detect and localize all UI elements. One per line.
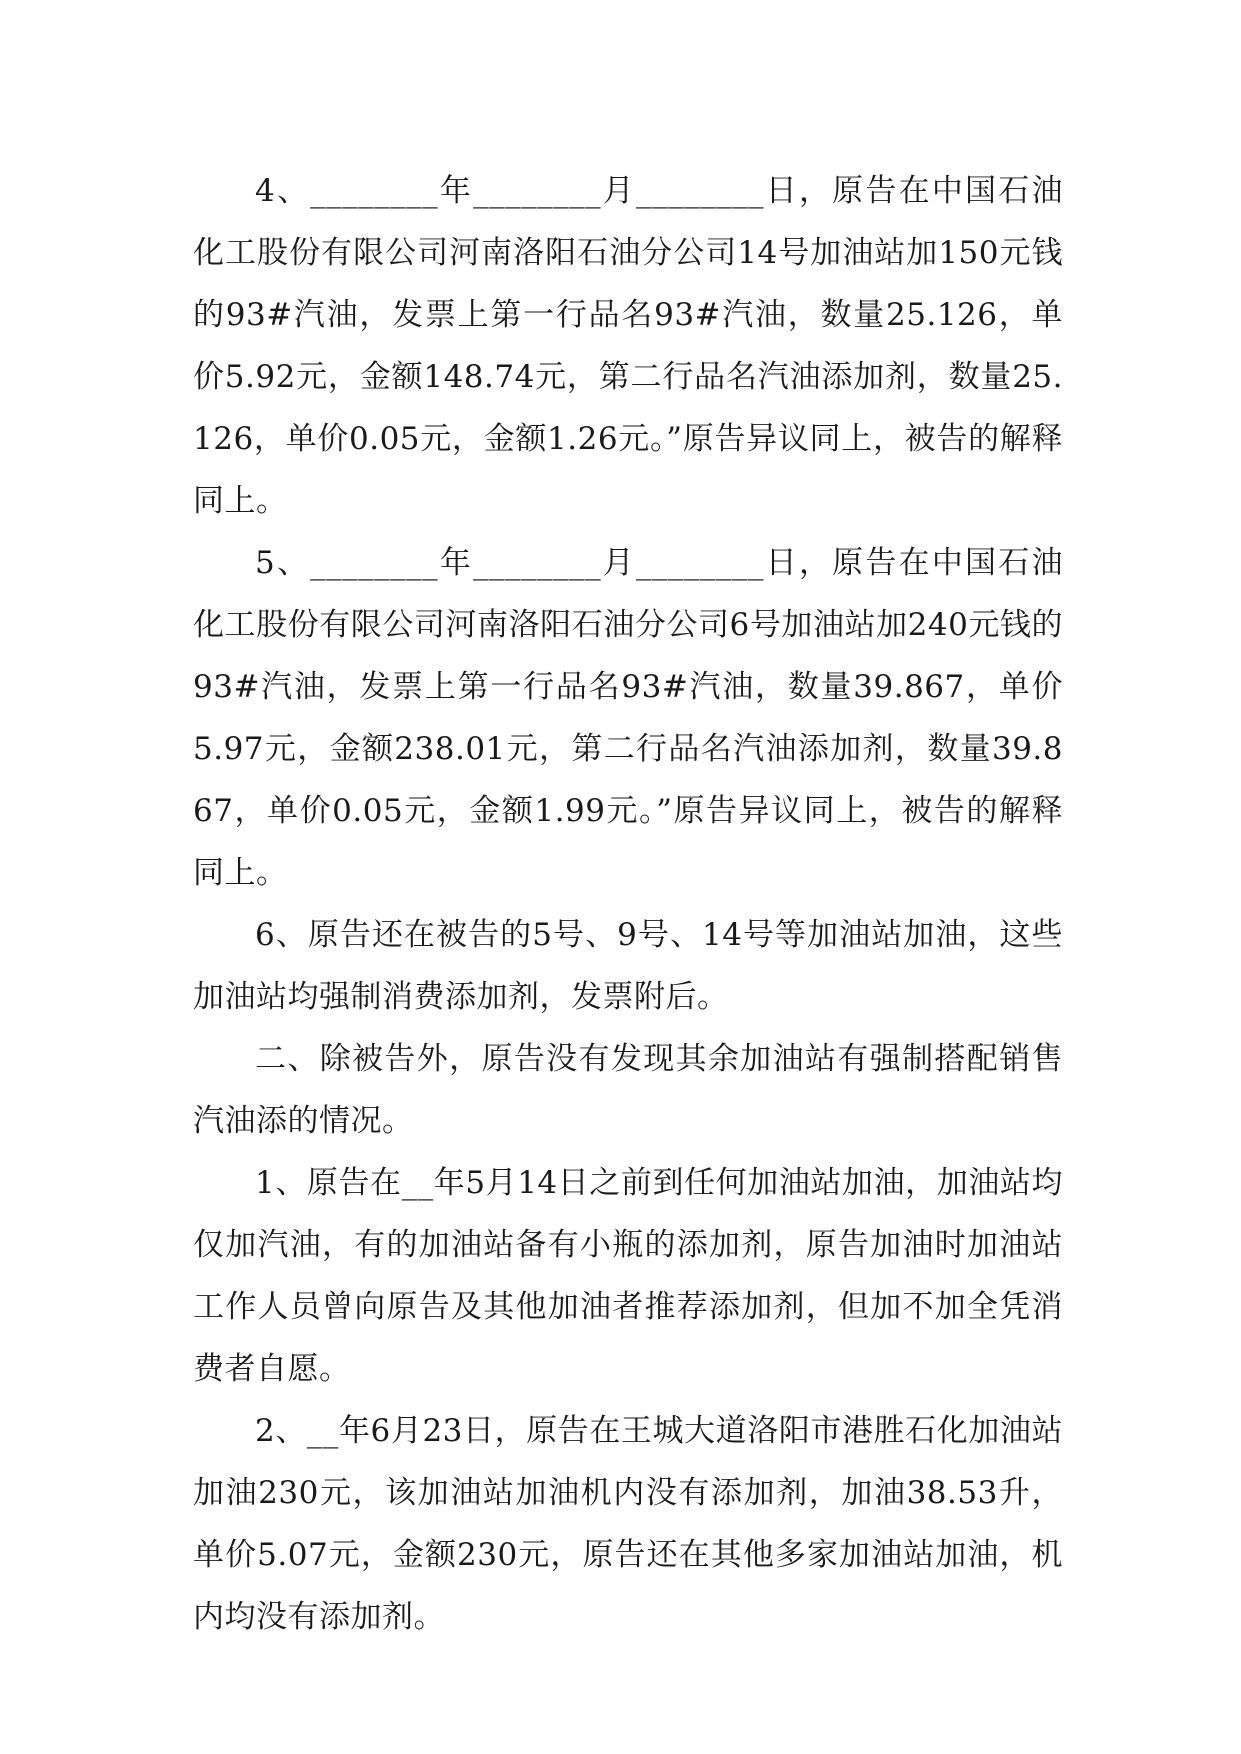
paragraph-item-2: 2、__年6月23日，原告在王城大道洛阳市港胜石化加油站加油230元，该加油站加油机内没有添加剂，加油38.53升，单价5.07元，金额230元，原告还在其他多家加油站加油，机内均没有添加剂。 xyxy=(193,1413,1063,1635)
paragraph-item-1: 1、原告在__年5月14日之前到任何加油站加油，加油站均仅加汽油，有的加油站备有小瓶的添加剂，原告加油时加油站工作人员曾向原告及其他加油者推荐添加剂，但加不加全凭消费者自愿。 xyxy=(193,1165,1063,1387)
paragraph-section-two: 二、除被告外，原告没有发现其余加油站有强制搭配销售汽油添的情况。 xyxy=(193,1041,1063,1139)
paragraph-item-4: 4、________年________月________日，原告在中国石油化工股份有限公司河南洛阳石油分公司14号加油站加150元钱的93#汽油，发票上第一行品名93#汽油，数量25.126，单价5.92元，金额148.74元，第二行品名汽油添加剂，数量25.126，单价0.05元，金额1.26元。”原告异议同上，被告的解释同上。 xyxy=(193,173,1063,519)
document-body xyxy=(193,160,1063,1648)
paragraph-item-6: 6、原告还在被告的5号、9号、14号等加油站加油，这些加油站均强制消费添加剂，发票附后。 xyxy=(193,917,1063,1015)
paragraph-item-5: 5、________年________月________日，原告在中国石油化工股份有限公司河南洛阳石油分公司6号加油站加240元钱的93#汽油，发票上第一行品名93#汽油，数量39.867，单价5.97元，金额238.01元，第二行品名汽油添加剂，数量39.867，单价0.05元，金额1.99元。”原告异议同上，被告的解释同上。 xyxy=(193,545,1063,891)
